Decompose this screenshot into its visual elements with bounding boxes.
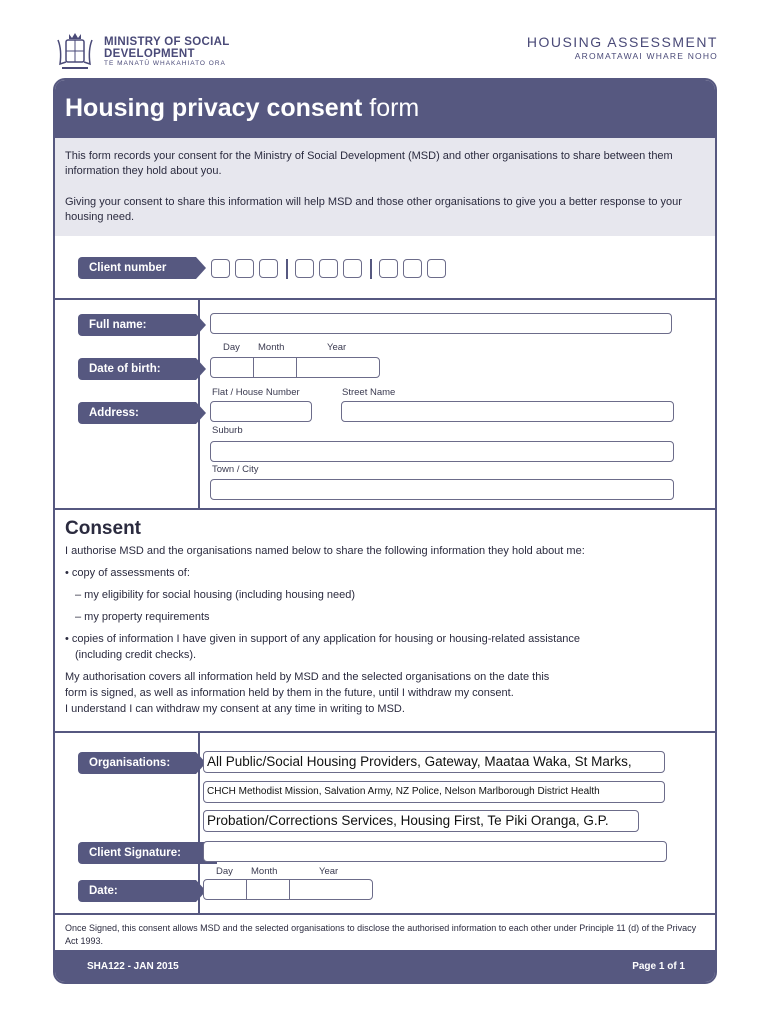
divider: [55, 298, 715, 300]
address-label: Address:: [78, 402, 196, 424]
flat-house-number-input[interactable]: [210, 401, 312, 422]
section-title: HOUSING ASSESSMENT: [526, 34, 718, 50]
consent-sub-item-1: – my eligibility for social housing (including housing need): [75, 589, 356, 601]
dob-month-caption: Month: [258, 342, 285, 353]
organisations-input-line-2[interactable]: CHCH Methodist Mission, Salvation Army, NZ Police, Nelson Marlborough District Health: [203, 781, 665, 803]
form-title-bold: Housing privacy consent: [65, 94, 363, 122]
date-month-caption: Month: [251, 866, 278, 877]
dob-year-caption: Year: [327, 342, 347, 353]
ministry-name: [104, 36, 230, 60]
authorisation-line-3: I understand I can withdraw my consent at any time in writing to MSD.: [65, 703, 405, 715]
coat-of-arms-logo: [54, 30, 96, 72]
full-name-label: Full name:: [78, 314, 196, 336]
form-title-light: form: [369, 94, 420, 122]
organisations-input-line-1[interactable]: All Public/Social Housing Providers, Gateway, Maataa Waka, St Marks,: [203, 751, 665, 773]
date-divider: [246, 880, 247, 899]
consent-bullet-2-continued: (including credit checks).: [75, 649, 197, 661]
date-divider: [289, 880, 290, 899]
client-signature-input[interactable]: [203, 841, 667, 862]
organisations-input-line-3[interactable]: Probation/Corrections Services, Housing First, Te Piki Oranga, G.P.: [203, 810, 639, 832]
page-number: Page 1 of 1: [632, 961, 685, 972]
date-year-caption: Year: [319, 866, 339, 877]
consent-authorise-text: I authorise MSD and the organisations named below to share the following information they hold about me:: [65, 545, 585, 557]
intro-paragraph-2: Giving your consent to share this information will help MSD and those other organisations to give you a better response to your housing need.: [65, 196, 682, 223]
authorisation-line-2: form is signed, as well as information held by them in the future, until I withdraw my consent.: [65, 687, 514, 699]
ministry-name-line2: DEVELOPMENT: [104, 48, 195, 60]
client-number-digit-4[interactable]: [295, 259, 314, 278]
street-name-caption: Street Name: [342, 387, 396, 398]
client-number-digit-5[interactable]: [319, 259, 338, 278]
divider: [55, 508, 715, 510]
date-label: Date:: [78, 880, 196, 902]
ministry-maori-name: TE MANATŪ WHAKAHIATO ORA: [104, 60, 226, 67]
form-title: [65, 94, 419, 123]
client-number-digit-6[interactable]: [343, 259, 362, 278]
dob-divider: [253, 358, 254, 377]
dob-day-caption: Day: [223, 342, 240, 353]
privacy-note: Once Signed, this consent allows MSD and the selected organisations to disclose the authorised information to each other under Principle 11 (d) of the Privacy Act 1993.: [65, 923, 697, 946]
authorisation-line-1: My authorisation covers all information held by MSD and the selected organisations on the date this: [65, 671, 550, 683]
client-number-separator: [370, 259, 372, 279]
street-name-input[interactable]: [341, 401, 674, 422]
dob-divider: [296, 358, 297, 377]
client-signature-label: Client Signature:: [78, 842, 217, 864]
full-name-input[interactable]: [210, 313, 672, 334]
client-number-digit-7[interactable]: [379, 259, 398, 278]
consent-heading: Consent: [65, 518, 141, 539]
town-city-caption: Town / City: [212, 464, 259, 475]
client-number-digit-2[interactable]: [235, 259, 254, 278]
town-city-input[interactable]: [210, 479, 674, 500]
flat-house-number-caption: Flat / House Number: [212, 387, 300, 398]
client-number-digit-1[interactable]: [211, 259, 230, 278]
date-day-caption: Day: [216, 866, 233, 877]
client-number-digit-9[interactable]: [427, 259, 446, 278]
suburb-caption: Suburb: [212, 425, 243, 436]
divider: [55, 731, 715, 733]
client-number-label: Client number: [78, 257, 196, 279]
consent-sub-item-2: – my property requirements: [75, 611, 210, 623]
form-frame: [53, 78, 717, 984]
intro-paragraph-1: This form records your consent for the Ministry of Social Development (MSD) and other organisations to share between them information they hold about you.: [65, 150, 673, 177]
signature-date-input[interactable]: [203, 879, 373, 900]
ministry-name-line1: MINISTRY OF SOCIAL: [104, 36, 230, 48]
form-code: SHA122 - JAN 2015: [87, 961, 179, 972]
client-number-digit-3[interactable]: [259, 259, 278, 278]
client-number-separator: [286, 259, 288, 279]
suburb-input[interactable]: [210, 441, 674, 462]
dob-input[interactable]: [210, 357, 380, 378]
dob-label: Date of birth:: [78, 358, 196, 380]
section-subtitle: AROMATAWAI WHARE NOHO: [574, 51, 718, 61]
consent-bullet-1: • copy of assessments of:: [65, 567, 190, 579]
organisations-label: Organisations:: [78, 752, 196, 774]
consent-bullet-2: • copies of information I have given in support of any application for housing or housing-related assistance: [65, 633, 581, 645]
divider: [55, 913, 715, 915]
client-number-digit-8[interactable]: [403, 259, 422, 278]
